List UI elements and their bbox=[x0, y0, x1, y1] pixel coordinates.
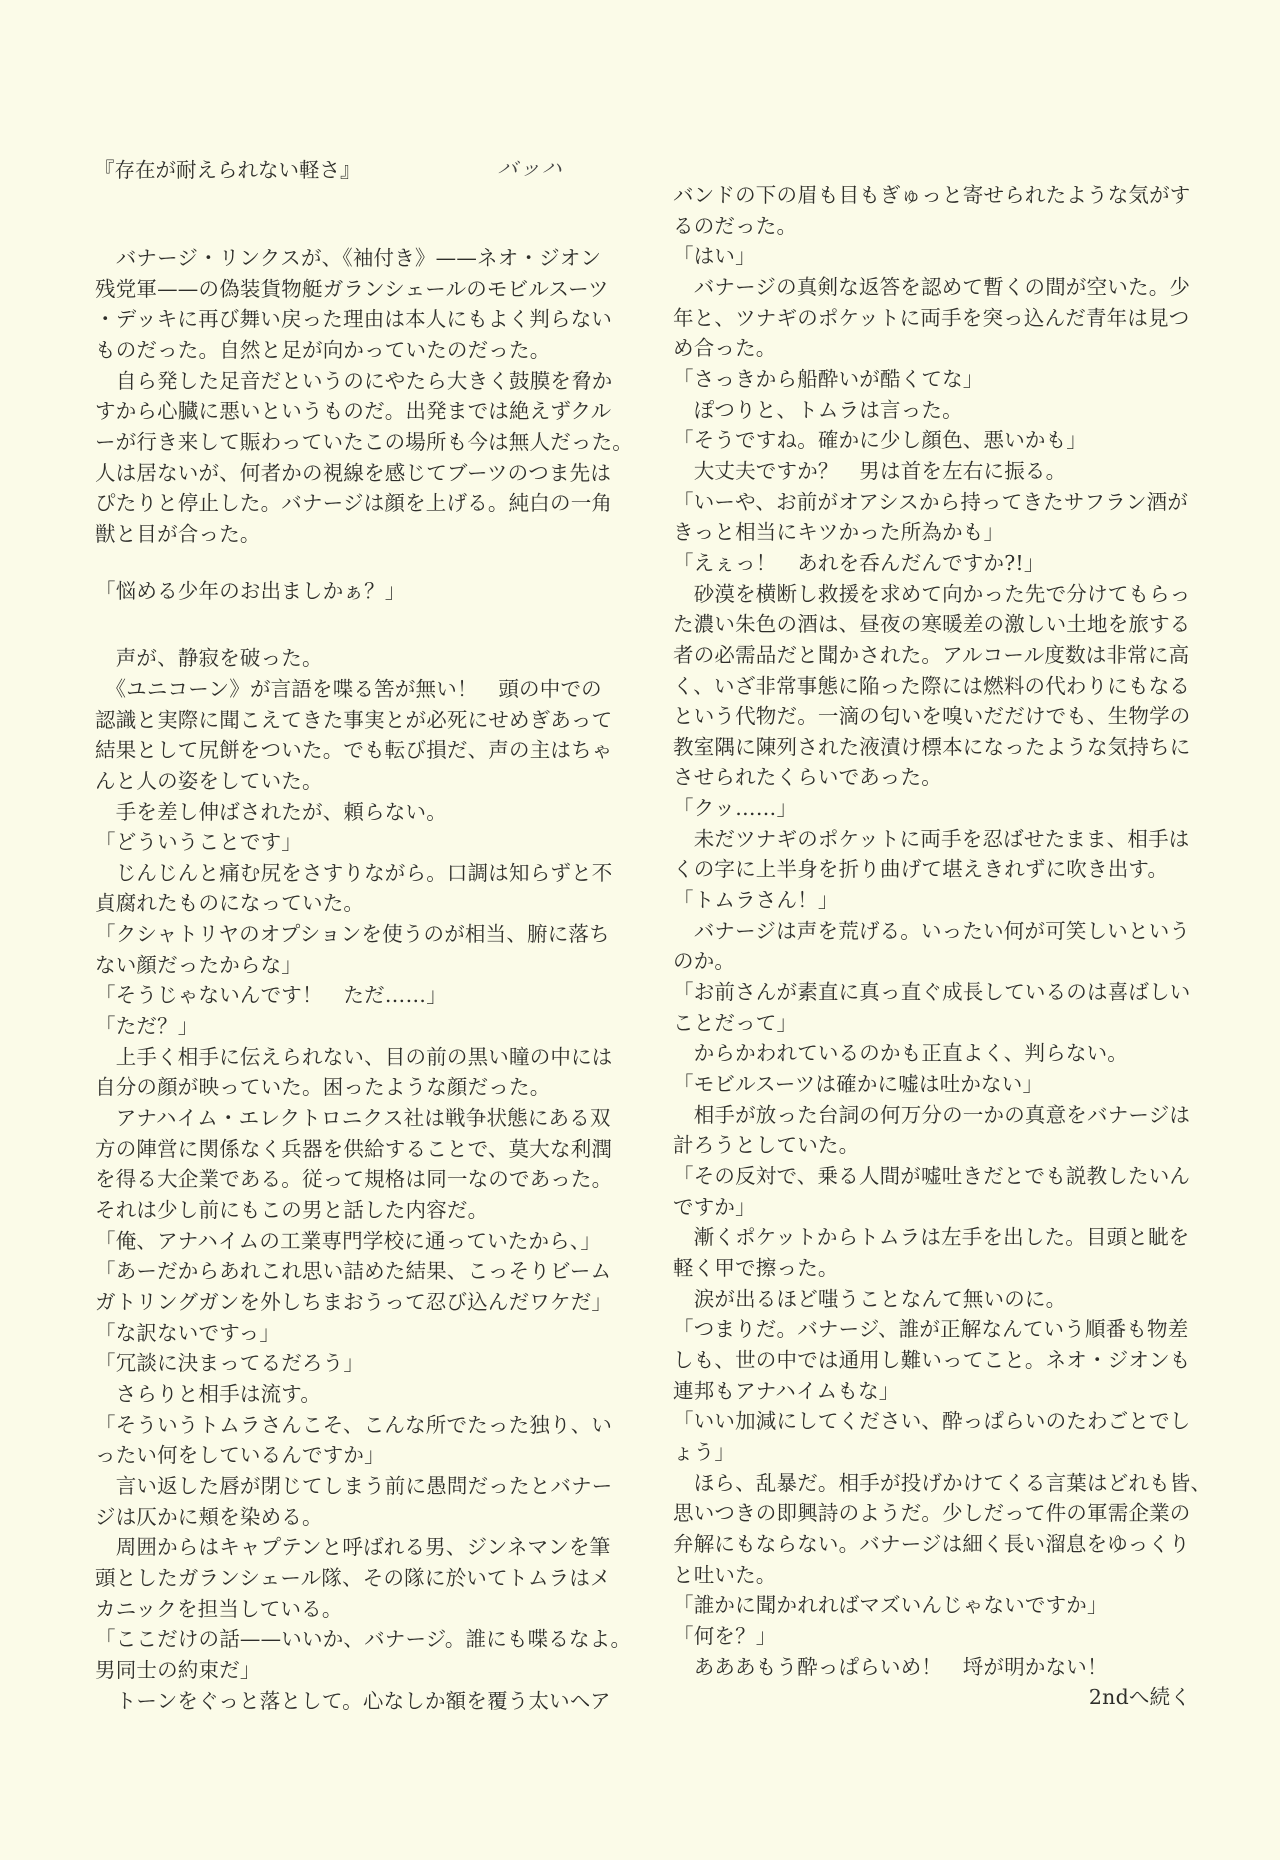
text-line: ものだった。自然と足が向かっていたのだった。 bbox=[95, 337, 551, 362]
text-line: 未だツナギのポケットに両手を忍ばせたまま、相手は bbox=[673, 826, 1190, 851]
text-line: んと人の姿をしていた。 bbox=[95, 768, 323, 793]
text-line: きっと相当にキツかった所為かも」 bbox=[673, 520, 1005, 545]
text-line: ない顔だったからな」 bbox=[95, 952, 302, 977]
text-line: 「な訳ないですっ」 bbox=[95, 1320, 281, 1345]
text-line: ったい何をしているんですか」 bbox=[95, 1443, 385, 1468]
text-line: させられたくらいであった。 bbox=[673, 765, 942, 790]
text-line: 上手く相手に伝えられない、目の前の黒い瞳の中には bbox=[95, 1044, 613, 1069]
text-line: 手を差し伸ばされたが、頼らない。 bbox=[95, 799, 447, 824]
text-line: ほら、乱暴だ。相手が投げかけてくる言葉はどれも皆、 bbox=[673, 1470, 1212, 1495]
text-line: るのだった。 bbox=[673, 213, 798, 238]
text-line: 「そうじゃないんです！ ただ……」 bbox=[95, 983, 447, 1008]
text-line: 漸くポケットからトムラは左手を出した。目頭と眦を bbox=[673, 1225, 1190, 1250]
text-line: 「さっきから船酔いが酷くてな」 bbox=[673, 366, 984, 391]
text-line: 「そういうトムラさんこそ、こんな所でたった独り、い bbox=[95, 1412, 613, 1437]
text-line: 連邦もアナハイムもな」 bbox=[673, 1378, 900, 1403]
text-line: ですか」 bbox=[673, 1194, 756, 1219]
text-line: め合った。 bbox=[673, 336, 777, 361]
text-line: バンドの下の眉も目もぎゅっと寄せられたような気がす bbox=[673, 183, 1191, 207]
text-line: 思いつきの即興詩のようだ。少しだって件の軍需企業の bbox=[673, 1501, 1191, 1526]
text-line: 「お前さんが素直に真っ直ぐ成長しているのは喜ばしい bbox=[673, 980, 1191, 1005]
paragraph-block-intro bbox=[95, 243, 633, 550]
text-line: 頭としたガランシェール隊、その隊に於いてトムラはメ bbox=[95, 1565, 611, 1590]
text-line: 「誰かに聞かれればマズいんじゃないですか」 bbox=[673, 1593, 1108, 1618]
right-column bbox=[673, 180, 1212, 1713]
text-line: ジは仄かに頬を染める。 bbox=[95, 1504, 323, 1529]
text-line: く、いざ非常事態に陥った際には燃料の代わりにもなる bbox=[673, 673, 1191, 698]
paragraph-block-dialogue bbox=[95, 576, 615, 607]
text-line: くの字に上半身を折り曲げて堪えきれずに吹き出す。 bbox=[673, 857, 1169, 882]
text-line: 《ユニコーン》が言語を喋る筈が無い！ 頭の中での bbox=[95, 676, 602, 701]
text-line: 結果として尻餅をついた。でも転び損だ、声の主はちゃ bbox=[95, 738, 613, 763]
text-line: 大丈夫ですか？ 男は首を左右に振る。 bbox=[673, 458, 1067, 483]
text-line: 「モビルスーツは確かに嘘は吐かない」 bbox=[673, 1072, 1044, 1097]
text-line: 「つまりだ。バナージ、誰が正解なんていう順番も物差 bbox=[673, 1317, 1189, 1342]
paragraph-block-continued bbox=[673, 180, 1212, 1682]
text-line: 「はい」 bbox=[673, 244, 756, 269]
text-line: カニックを担当している。 bbox=[95, 1596, 343, 1621]
paragraph-block-main bbox=[95, 643, 632, 1716]
text-line: ぴたりと停止した。バナージは顔を上げる。純白の一角 bbox=[95, 491, 613, 516]
text-line: それは少し前にもこの男と話した内容だ。 bbox=[95, 1198, 489, 1223]
text-line: 「えぇっ！ あれを呑んだんですか?!」 bbox=[673, 550, 1045, 575]
text-line: 計ろうとしていた。 bbox=[673, 1133, 860, 1158]
text-line: ことだって」 bbox=[673, 1010, 798, 1035]
text-line: バナージは声を荒げる。いったい何が可笑しいという bbox=[673, 918, 1191, 943]
text-line: ガトリングガンを外しちまおうって忍び込んだワケだ」 bbox=[95, 1290, 613, 1314]
text-line: トーンをぐっと落として。心なしか額を覆う太いヘア bbox=[95, 1688, 611, 1713]
author-signature: バッハ bbox=[496, 156, 566, 180]
text-line: 軽く甲で擦った。 bbox=[673, 1255, 839, 1280]
text-line: ・デッキに再び舞い戻った理由は本人にもよく判らない bbox=[95, 307, 613, 332]
text-line: さらりと相手は流す。 bbox=[95, 1381, 322, 1406]
text-line: 弁解にもならない。バナージは細く長い溜息をゆっくり bbox=[673, 1531, 1190, 1556]
text-line: 「俺、アナハイムの工業専門学校に通っていたから、」 bbox=[95, 1228, 602, 1253]
text-line: のか。 bbox=[673, 949, 736, 974]
text-line: 「ただ？」 bbox=[95, 1014, 199, 1039]
text-line: バナージ・リンクスが、《袖付き》——ネオ・ジオン bbox=[95, 246, 602, 270]
text-line: 「その反対で、乗る人間が嘘吐きだとでも説教したいん bbox=[673, 1164, 1191, 1188]
text-line: 声が、静寂を破った。 bbox=[95, 646, 323, 671]
text-line: 人は居ないが、何者かの視線を感じてブーツのつま先は bbox=[95, 460, 612, 485]
to-be-continued-note: 2ndへ続く bbox=[1088, 1685, 1191, 1710]
text-line: 「どういうことです」 bbox=[95, 830, 302, 855]
text-line: ぽつりと、トムラは言った。 bbox=[673, 397, 963, 422]
text-line: 「トムラさん！」 bbox=[673, 888, 839, 913]
left-column bbox=[95, 243, 633, 1716]
text-line: 方の陣営に関係なく兵器を供給することで、莫大な利潤 bbox=[95, 1136, 613, 1161]
text-line: 年と、ツナギのポケットに両手を突っ込んだ青年は見つ bbox=[673, 305, 1190, 330]
text-line: と吐いた。 bbox=[673, 1562, 777, 1587]
text-line: という代物だ。一滴の匂いを嗅いだだけでも、生物学の bbox=[673, 704, 1191, 729]
text-line: 「あーだからあれこれ思い詰めた結果、こっそりビーム bbox=[95, 1259, 612, 1284]
text-line: 獣と目が合った。 bbox=[95, 521, 261, 546]
text-line: 砂漠を横断し救援を求めて向かった先で分けてもらっ bbox=[673, 581, 1191, 606]
text-line: ょう」 bbox=[673, 1439, 736, 1464]
text-line: 「悩める少年のお出ましかぁ？」 bbox=[95, 578, 406, 603]
text-line: 「クッ……」 bbox=[673, 796, 798, 821]
text-line: 涙が出るほど嗤うことなんて無いのに。 bbox=[673, 1286, 1067, 1311]
text-line: アナハイム・エレクトロニクス社は戦争状態にある双 bbox=[95, 1106, 611, 1131]
text-line: 言い返した唇が閉じてしまう前に愚問だったとバナー bbox=[95, 1473, 613, 1498]
text-line: 相手が放った台詞の何万分の一かの真意をバナージは bbox=[673, 1102, 1191, 1127]
text-line: 周囲からはキャプテンと呼ばれる男、ジンネマンを筆 bbox=[95, 1535, 611, 1560]
text-line: ーが行き来して賑わっていたこの場所も今は無人だった。 bbox=[95, 429, 633, 454]
text-line: 自ら発した足音だというのにやたら大きく鼓膜を脅か bbox=[95, 368, 613, 393]
text-line: 「ここだけの話——いいか、バナージ。誰にも喋るなよ。 bbox=[95, 1627, 632, 1652]
text-line: 「クシャトリヤのオプションを使うのが相当、腑に落ち bbox=[95, 922, 610, 947]
text-line: を得る大企業である。従って規格は同一なのであった。 bbox=[95, 1167, 613, 1192]
text-line: た濃い朱色の酒は、昼夜の寒暖差の激しい土地を旅する bbox=[673, 612, 1191, 637]
text-line: 「そうですね。確かに少し顔色、悪いかも」 bbox=[673, 428, 1087, 453]
text-line: 「冗談に決まってるだろう」 bbox=[95, 1351, 365, 1376]
text-line: 「何を？」 bbox=[673, 1623, 777, 1648]
story-title: 『存在が耐えられない軽さ』 bbox=[94, 158, 361, 182]
text-line: 「いーや、お前がオアシスから持ってきたサフラン酒が bbox=[673, 489, 1189, 514]
text-line: バナージの真剣な返答を認めて暫くの間が空いた。少 bbox=[673, 274, 1191, 299]
text-line: 残党軍——の偽装貨物艇ガランシェールのモビルスーツ bbox=[95, 276, 609, 301]
text-line: 貞腐れたものになっていた。 bbox=[95, 891, 365, 916]
text-line: 者の必需品だと聞かされた。アルコール度数は非常に高 bbox=[673, 642, 1190, 667]
text-line: すから心臓に悪いというものだ。出発までは絶えずクル bbox=[95, 399, 612, 424]
text-line: しも、世の中では通用し難いってこと。ネオ・ジオンも bbox=[673, 1347, 1191, 1372]
text-line: あああもう酔っぱらいめ！ 埒が明かない！ bbox=[673, 1654, 1108, 1679]
text-line: じんじんと痛む尻をさすりながら。口調は知らずと不 bbox=[95, 860, 613, 885]
text-line: 男同士の約束だ」 bbox=[95, 1657, 261, 1682]
text-line: 自分の顔が映っていた。困ったような顔だった。 bbox=[95, 1075, 551, 1100]
text-line: 「いい加減にしてください、酔っぱらいのたわごとでし bbox=[673, 1409, 1191, 1434]
text-line: からかわれているのかも正直よく、判らない。 bbox=[673, 1041, 1128, 1066]
text-line: 認識と実際に聞こえてきた事実とが必死にせめぎあって bbox=[95, 707, 613, 732]
text-line: 教室隅に陳列された液漬け標本になったような気持ちに bbox=[673, 734, 1191, 759]
